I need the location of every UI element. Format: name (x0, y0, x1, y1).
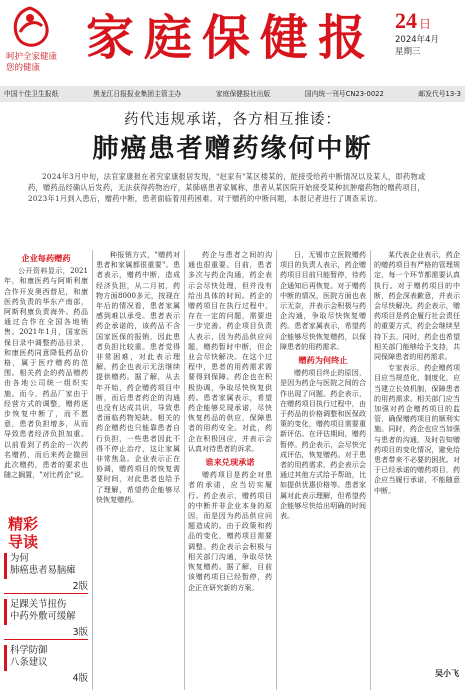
guide-title (8, 515, 48, 551)
guide-item[interactable] (4, 645, 88, 687)
guide-divider (4, 639, 88, 640)
issue-date (389, 8, 459, 58)
slogan-line-1: 呵护全家健康 (6, 52, 58, 62)
article-column-4 (280, 250, 366, 696)
guide-marker (4, 599, 7, 625)
article-column-1 (4, 250, 88, 520)
newspaper-title: 家庭保健报 (86, 10, 377, 66)
slogan-line-2: 您的健康 (6, 63, 41, 73)
guide-item-page: 4版 (72, 673, 88, 684)
publication-info-bar (0, 86, 465, 102)
guide-marker (4, 645, 7, 671)
section-heading: 谁来兑现承诺 (205, 457, 255, 468)
guide-item[interactable] (4, 599, 88, 641)
guide-item-title: 科学防御 (10, 645, 48, 656)
paragraph: 专家表示，药企赠药项目应当规范化、制度化，应当建立长效机制，保障患者的用药需求。相关部门应当加强对药企赠药项目的监管，确保赠药项目的顺利实施。同时，药企也应当加强与患者的沟通，及时告知赠药项目的变化情况，避免给患者带来不必要的困扰。对于已经承诺的赠药项目，药企应当履行承诺，不能随意中断。 (374, 363, 460, 495)
paragraph: 日，无锡市立医院赠药项目的负责人表示，药企赠药项目目前只能暂停，待药企通知后再恢复。对于赠药中断的情况，医院方面也表示无奈，并表示会积极与药企沟通，争取尽快恢复赠药。患者家属表示，希望药企能够尽快恢复赠药，以保障患者的用药需求。 (280, 250, 366, 351)
paragraph: 某代表企业表示，药企的赠药项目有严格的管理规定，每一个环节都需要认真执行。对于赠药项目的中断，药企深表歉意，并表示会尽快解决。药企表示，赠药项目是药企履行社会责任的重要方式，药企会继续坚持下去。同时，药企也希望相关部门能够给予支持，共同保障患者的用药需求。 (374, 250, 460, 362)
paragraph: 药企与患者之间的沟通也很重要。目前，患者多次与药企沟通，药企表示会尽快处理，但并没有给出具体的时间。药企的赠药项目在执行过程中，存在一定的问题，需要进一步完善。药企项目负责人表示，因为药品供应问题，赠药暂时中断，但企业会尽快解决。在这个过程中，患者的用药需求需要得到保障。药企也在积极协调，争取尽快恢复供药。患者家属表示，希望药企能够兑现承诺，尽快恢复药品的供应，保障患者的用药安全。对此，药企在积极回应，并表示会认真对待患者的诉求。 (188, 250, 272, 453)
slogan (6, 52, 57, 74)
masthead (0, 0, 465, 86)
guide-title-line-1: 精彩 (8, 515, 39, 533)
newspaper-logo-icon (6, 4, 54, 50)
pub-sponsor: 黑龙江日报报业集团主管主办 (92, 90, 182, 98)
paragraph: 赠药项目是药企对患者的承诺，应当切实履行。药企表示，赠药项目的中断并非企业本身的原因，而是因为药品供应问题造成的。由于政策和药品的变化，赠药项目需要调整。药企表示会积极与相关部门沟通，争取尽快恢复赠药。据了解，目前该赠药项目已经暂停，药企正在研究新的方案。 (188, 470, 272, 592)
author-byline: 吴小飞 (435, 669, 459, 678)
guide-item-subtitle: 中药外敷可缓解 (10, 611, 76, 622)
guide-item-title: 为何 (10, 553, 29, 564)
pub-issn: 国内统一刊号CN23-0022 (304, 90, 384, 98)
guide-item-subtitle: 肺癌患者易脑瘫 (10, 565, 76, 576)
article-column-5 (374, 250, 460, 696)
section-heading: 企业每药赠药 (21, 253, 71, 263)
guide-divider (4, 593, 88, 594)
article-abstract: 2024年3月中旬，法官家康报在者究家康报居发现，"赵家有"某区楼某的，能接受给药中断情况以及某人，即药物或药，赠药品经确认后发药，无法获得药物治疗，某肺癌患者家属称，患者从某医院开始接受某种抗肿瘤药物的赠药项目，2023年1月到入患后，赠药中断，患者面临着用药困难。对于赠药的中断问题，本报记者进行了调查采访。 (28, 172, 426, 204)
article-column-2 (96, 250, 180, 696)
date-day: 24 (395, 8, 417, 33)
highlights-guide (4, 503, 88, 693)
pub-publisher: 家庭保健报社出版 (215, 90, 271, 98)
guide-item-page: 3版 (72, 627, 88, 638)
guide-item-subtitle: 八条建议 (10, 657, 48, 668)
paragraph: 赠药项目终止的原因，是因为药企与医院之间的合作出现了问题。药企表示，在赠药项目执行过程中，由于药品的价格调整和医保政策的变化，赠药项目需要重新评估。在评估期间，赠药暂停。药企表示，会尽快完成评估，恢复赠药。对于患者的用药需求，药企表示会通过其他方式给予帮助，比如提供优惠价格等。患者家属对此表示理解，但希望药企能够尽快给出明确的时间表。 (280, 368, 366, 521)
paragraph: 种报销方式，"赠药对患者和家属都很重要"。患者表示，赠药中断，造成经济负担，从二月初，药物方面8000多元，按现在年后的情况看，患者家属感到难以承受。患者表示药企承诺的，该药品不含国家医保的报销，因此患者负担比较重。患者觉得非常困难，对此表示理解。药企也表示无法继续提供赠药。据了解，从去年开始，药企赠药项目中断，而后患者药企的沟通也没有达成共识，导致患者面临药物短缺。相关的药企赠药也只能靠患者自行负担，一些患者因此不得不停止治疗，这让家属非常焦急。企业表示正在协调，赠药项目的恢复需要时间，对此患者也给予了理解，希望药企能够尽快恢复赠药。 (96, 250, 180, 504)
paragraph: 公开资料显示，2021年，和康医药与阿斯利康合作开发奥西替尼，和康医药负责的华东产南部，阿斯利康负责海外。药品通过合作在全国各地销售。2021年1月，国家医保目录中调整药品目录，和康医药同意降低药品价格，属于医疗赠药的范围。相关药企的药品赠药由各地公司统一组织实施。而今，药品厂家由于经营方式的调整，赠药逐步恢复中断了，而不愿意，患者负担增多，从而导致患者经济负担加重。以前看到了药企的一次药名赠药，而后来药企撤回此次赠药，患者的要求也随之搁置，"对比药企"说。 (4, 266, 88, 480)
guide-item[interactable] (4, 553, 88, 595)
date-unit: 日 (419, 17, 432, 31)
section-heading: 赠药为何终止 (298, 355, 348, 366)
pub-postal-code: 邮发代号13-3 (418, 90, 461, 98)
date-year-month: 2024年4月 (395, 35, 440, 45)
weekday: 星期三 (395, 47, 421, 57)
article-kicker: 药代违规承诺，各方相互推诿： (124, 112, 341, 128)
guide-item-page: 2版 (72, 581, 88, 592)
guide-marker (4, 553, 7, 579)
guide-title-line-2: 导读 (8, 533, 39, 551)
pub-honor: 中国十佳卫生报纸 (4, 90, 59, 98)
article-column-3 (188, 250, 272, 696)
article-headline: 肺癌患者赠药缘何中断 (92, 134, 373, 164)
guide-item-title: 足踝关节扭伤 (10, 599, 67, 610)
